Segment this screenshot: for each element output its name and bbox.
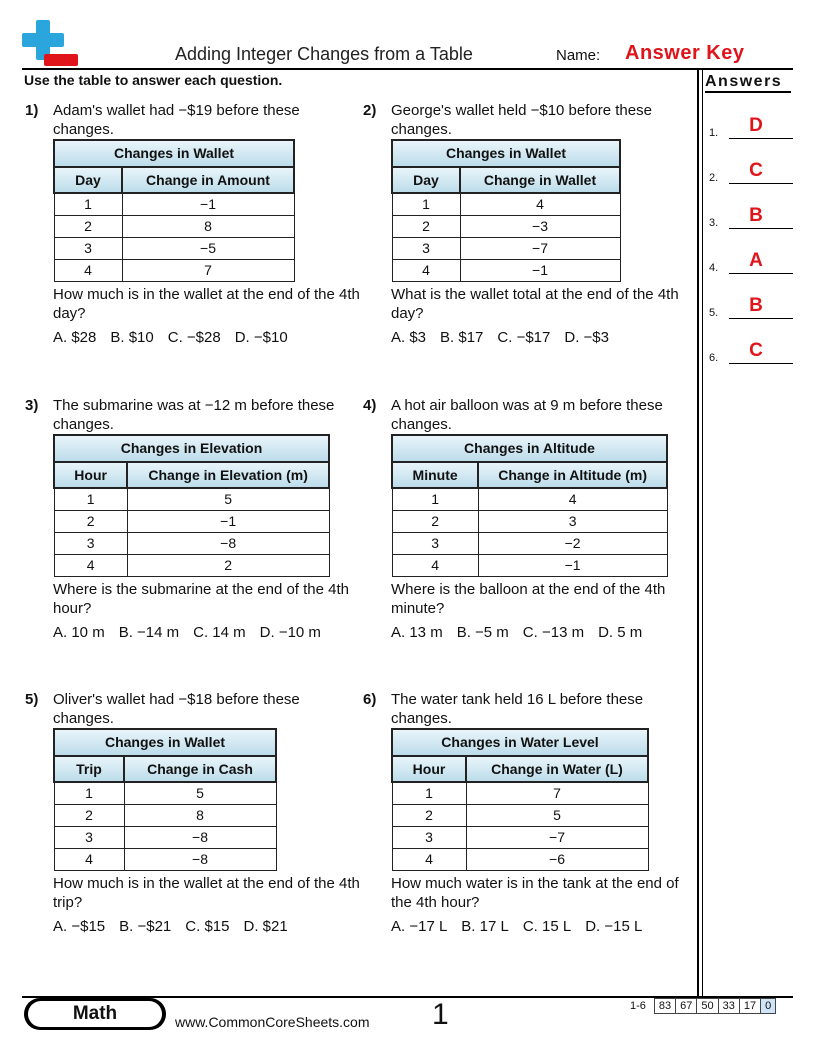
table-cell: 3	[54, 533, 127, 555]
table-cell: 4	[54, 555, 127, 577]
answer-choice: C. 15 L	[522, 918, 572, 935]
answer-key-label: Answer Key	[625, 42, 745, 64]
table-header: Hour	[392, 756, 466, 782]
question	[25, 690, 360, 940]
answers-title: Answers	[705, 73, 791, 93]
answer-choice: A. −$15	[53, 918, 106, 935]
header-divider	[22, 68, 793, 70]
answer-choices	[53, 328, 363, 347]
table-header: Change in Water (L)	[466, 756, 648, 782]
table-cell: 1	[392, 193, 460, 216]
table-cell: 2	[392, 805, 466, 827]
table-cell: −8	[124, 849, 276, 871]
question-prompt: How much is in the wallet at the end of the 4th day?	[53, 286, 360, 322]
table-cell: 8	[124, 805, 276, 827]
answer-choice: B. −5 m	[456, 624, 509, 641]
table-cell: 2	[54, 805, 124, 827]
question-text: The water tank held 16 L before these changes.	[391, 691, 644, 727]
answer-line	[729, 318, 793, 319]
score-table	[626, 998, 776, 1014]
table-row	[392, 216, 620, 238]
answer-choice: A. $28	[53, 329, 97, 346]
table-row	[392, 805, 648, 827]
table-row	[54, 511, 329, 533]
answer-choice: C. 14 m	[193, 624, 246, 641]
question-number: 2)	[363, 102, 377, 119]
answer-choices	[53, 917, 363, 936]
table-cell: 8	[122, 216, 294, 238]
table-cell: −8	[124, 827, 276, 849]
question	[25, 396, 350, 646]
question-number: 1)	[25, 102, 39, 119]
changes-table	[53, 434, 330, 577]
question-prompt: What is the wallet total at the end of the 4th day?	[391, 286, 679, 322]
table-cell: 1	[54, 193, 122, 216]
table-cell: −6	[466, 849, 648, 871]
question	[25, 101, 360, 351]
answer-choice: C. −$17	[497, 329, 551, 346]
score-cell: 67	[676, 999, 697, 1014]
answer-line	[729, 273, 793, 274]
table-cell: −1	[122, 193, 294, 216]
question-number: 5)	[25, 691, 39, 708]
answer-value: B	[749, 295, 763, 316]
table-row	[54, 533, 329, 555]
website-link: www.CommonCoreSheets.com	[175, 1014, 370, 1030]
table-cell: −1	[478, 555, 667, 577]
answer-choice: B. $10	[110, 329, 154, 346]
answer-number: 6.	[709, 352, 719, 364]
table-cell: 1	[392, 782, 466, 805]
table-cell: 1	[54, 782, 124, 805]
answer-choice: D. $21	[243, 918, 288, 935]
question-text: A hot air balloon was at 9 m before these changes.	[391, 397, 663, 433]
table-caption: Changes in Wallet	[54, 140, 294, 167]
changes-table	[391, 728, 649, 871]
score-cell: 17	[739, 999, 760, 1014]
answer-choices	[391, 328, 701, 347]
question-number: 4)	[363, 397, 377, 414]
table-caption: Changes in Water Level	[392, 729, 648, 756]
subject-label: Math	[28, 1001, 162, 1027]
answer-number: 3.	[709, 217, 719, 229]
table-row	[54, 827, 276, 849]
table-cell: 4	[54, 849, 124, 871]
table-cell: 4	[392, 555, 478, 577]
table-row	[392, 782, 648, 805]
answer-value: D	[749, 115, 763, 136]
answer-choice: C. $15	[185, 918, 230, 935]
table-row	[392, 260, 620, 282]
table-cell: 2	[127, 555, 329, 577]
table-cell: −2	[478, 533, 667, 555]
answer-choices	[391, 623, 701, 642]
instructions: Use the table to answer each question.	[24, 72, 283, 88]
table-cell: 4	[392, 260, 460, 282]
page-number: 1	[432, 998, 449, 1031]
table-row	[392, 533, 667, 555]
table-cell: −3	[460, 216, 620, 238]
answer-number: 2.	[709, 172, 719, 184]
table-cell: 4	[392, 849, 466, 871]
answer-choice: B. 17 L	[461, 918, 509, 935]
plus-minus-logo-icon	[22, 20, 80, 68]
table-row	[392, 555, 667, 577]
table-cell: 2	[392, 216, 460, 238]
answer-value: B	[749, 205, 763, 226]
table-cell: 1	[54, 488, 127, 511]
changes-table	[53, 728, 277, 871]
answer-choice: D. −$10	[234, 329, 288, 346]
table-cell: 5	[124, 782, 276, 805]
answer-choice: B. −14 m	[118, 624, 180, 641]
table-header: Trip	[54, 756, 124, 782]
table-cell: 3	[392, 533, 478, 555]
table-header: Change in Altitude (m)	[478, 462, 667, 488]
answer-row	[709, 252, 793, 276]
answer-number: 1.	[709, 127, 719, 139]
table-cell: 7	[466, 782, 648, 805]
table-cell: 3	[54, 238, 122, 260]
answer-row	[709, 342, 793, 366]
table-caption: Changes in Altitude	[392, 435, 667, 462]
table-cell: −7	[466, 827, 648, 849]
score-cell: 33	[718, 999, 739, 1014]
answer-choice: A. 13 m	[391, 624, 443, 641]
score-label: 1-6	[630, 1000, 646, 1012]
table-header: Minute	[392, 462, 478, 488]
answer-value: A	[749, 250, 763, 271]
changes-table	[391, 434, 668, 577]
answer-row	[709, 207, 793, 231]
table-row	[392, 511, 667, 533]
table-row	[392, 238, 620, 260]
answer-choice: D. −15 L	[585, 918, 643, 935]
table-cell: 4	[460, 193, 620, 216]
answer-choice: A. $3	[391, 329, 427, 346]
subject-badge	[24, 998, 166, 1030]
table-cell: −7	[460, 238, 620, 260]
table-cell: 2	[54, 511, 127, 533]
answer-line	[729, 228, 793, 229]
table-cell: 5	[466, 805, 648, 827]
table-cell: 1	[392, 488, 478, 511]
table-cell: −1	[127, 511, 329, 533]
score-cell: 50	[697, 999, 718, 1014]
answer-value: C	[749, 340, 763, 361]
table-header: Change in Cash	[124, 756, 276, 782]
table-header: Hour	[54, 462, 127, 488]
table-row	[54, 216, 294, 238]
question-prompt: Where is the submarine at the end of the 4th hour?	[53, 581, 350, 617]
table-cell: 3	[392, 238, 460, 260]
table-cell: 4	[478, 488, 667, 511]
table-cell: 7	[122, 260, 294, 282]
question-text: Oliver's wallet had −$18 before these changes.	[53, 691, 300, 727]
answer-row	[709, 162, 793, 186]
answer-choice: C. −13 m	[522, 624, 585, 641]
question-prompt: How much is in the wallet at the end of the 4th trip?	[53, 875, 360, 911]
answer-line	[729, 138, 793, 139]
table-cell: −5	[122, 238, 294, 260]
question-prompt: Where is the balloon at the end of the 4th minute?	[391, 581, 666, 617]
table-row	[392, 488, 667, 511]
table-row	[54, 488, 329, 511]
worksheet-title: Adding Integer Changes from a Table	[175, 44, 473, 64]
table-row	[54, 782, 276, 805]
answer-choice: D. −$3	[564, 329, 609, 346]
answer-value: C	[749, 160, 763, 181]
table-row	[54, 849, 276, 871]
answers-divider-inner	[702, 68, 703, 996]
table-header: Day	[392, 167, 460, 193]
question-text: George's wallet held −$10 before these changes.	[391, 102, 652, 138]
answer-choice: A. 10 m	[53, 624, 105, 641]
answer-line	[729, 183, 793, 184]
table-row	[54, 555, 329, 577]
table-caption: Changes in Wallet	[54, 729, 276, 756]
table-cell: 5	[127, 488, 329, 511]
question-prompt: How much water is in the tank at the end of the 4th hour?	[391, 875, 679, 911]
question	[363, 396, 668, 646]
table-row	[54, 193, 294, 216]
table-header: Day	[54, 167, 122, 193]
changes-table	[391, 139, 621, 282]
name-label: Name:	[556, 47, 601, 64]
table-cell: 2	[392, 511, 478, 533]
question	[363, 101, 679, 351]
answer-choice: B. −$21	[119, 918, 172, 935]
answer-row	[709, 297, 793, 321]
question-text: The submarine was at −12 m before these changes.	[53, 397, 335, 433]
table-caption: Changes in Wallet	[392, 140, 620, 167]
answer-choice: A. −17 L	[391, 918, 448, 935]
question-text: Adam's wallet had −$19 before these changes.	[53, 102, 300, 138]
table-header: Change in Amount	[122, 167, 294, 193]
score-cell: 83	[654, 999, 675, 1014]
answer-row	[709, 117, 793, 141]
table-row	[392, 193, 620, 216]
answer-choices	[53, 623, 363, 642]
table-cell: −1	[460, 260, 620, 282]
table-cell: −8	[127, 533, 329, 555]
table-cell: 3	[392, 827, 466, 849]
answer-choice: C. −$28	[167, 329, 221, 346]
table-header: Change in Wallet	[460, 167, 620, 193]
table-row	[392, 827, 648, 849]
score-cell: 0	[761, 999, 776, 1014]
table-header: Change in Elevation (m)	[127, 462, 329, 488]
table-cell: 3	[54, 827, 124, 849]
table-row	[54, 238, 294, 260]
table-caption: Changes in Elevation	[54, 435, 329, 462]
answer-number: 5.	[709, 307, 719, 319]
answers-divider	[697, 68, 699, 996]
answer-choice: D. −10 m	[259, 624, 321, 641]
table-row	[392, 849, 648, 871]
table-row	[54, 805, 276, 827]
table-row	[54, 260, 294, 282]
answer-line	[729, 363, 793, 364]
table-cell: 4	[54, 260, 122, 282]
table-cell: 2	[54, 216, 122, 238]
changes-table	[53, 139, 295, 282]
question	[363, 690, 679, 940]
question-number: 3)	[25, 397, 39, 414]
answer-choice: D. 5 m	[598, 624, 643, 641]
answer-number: 4.	[709, 262, 719, 274]
question-number: 6)	[363, 691, 377, 708]
answer-choices	[391, 917, 701, 936]
answer-choice: B. $17	[440, 329, 484, 346]
table-cell: 3	[478, 511, 667, 533]
